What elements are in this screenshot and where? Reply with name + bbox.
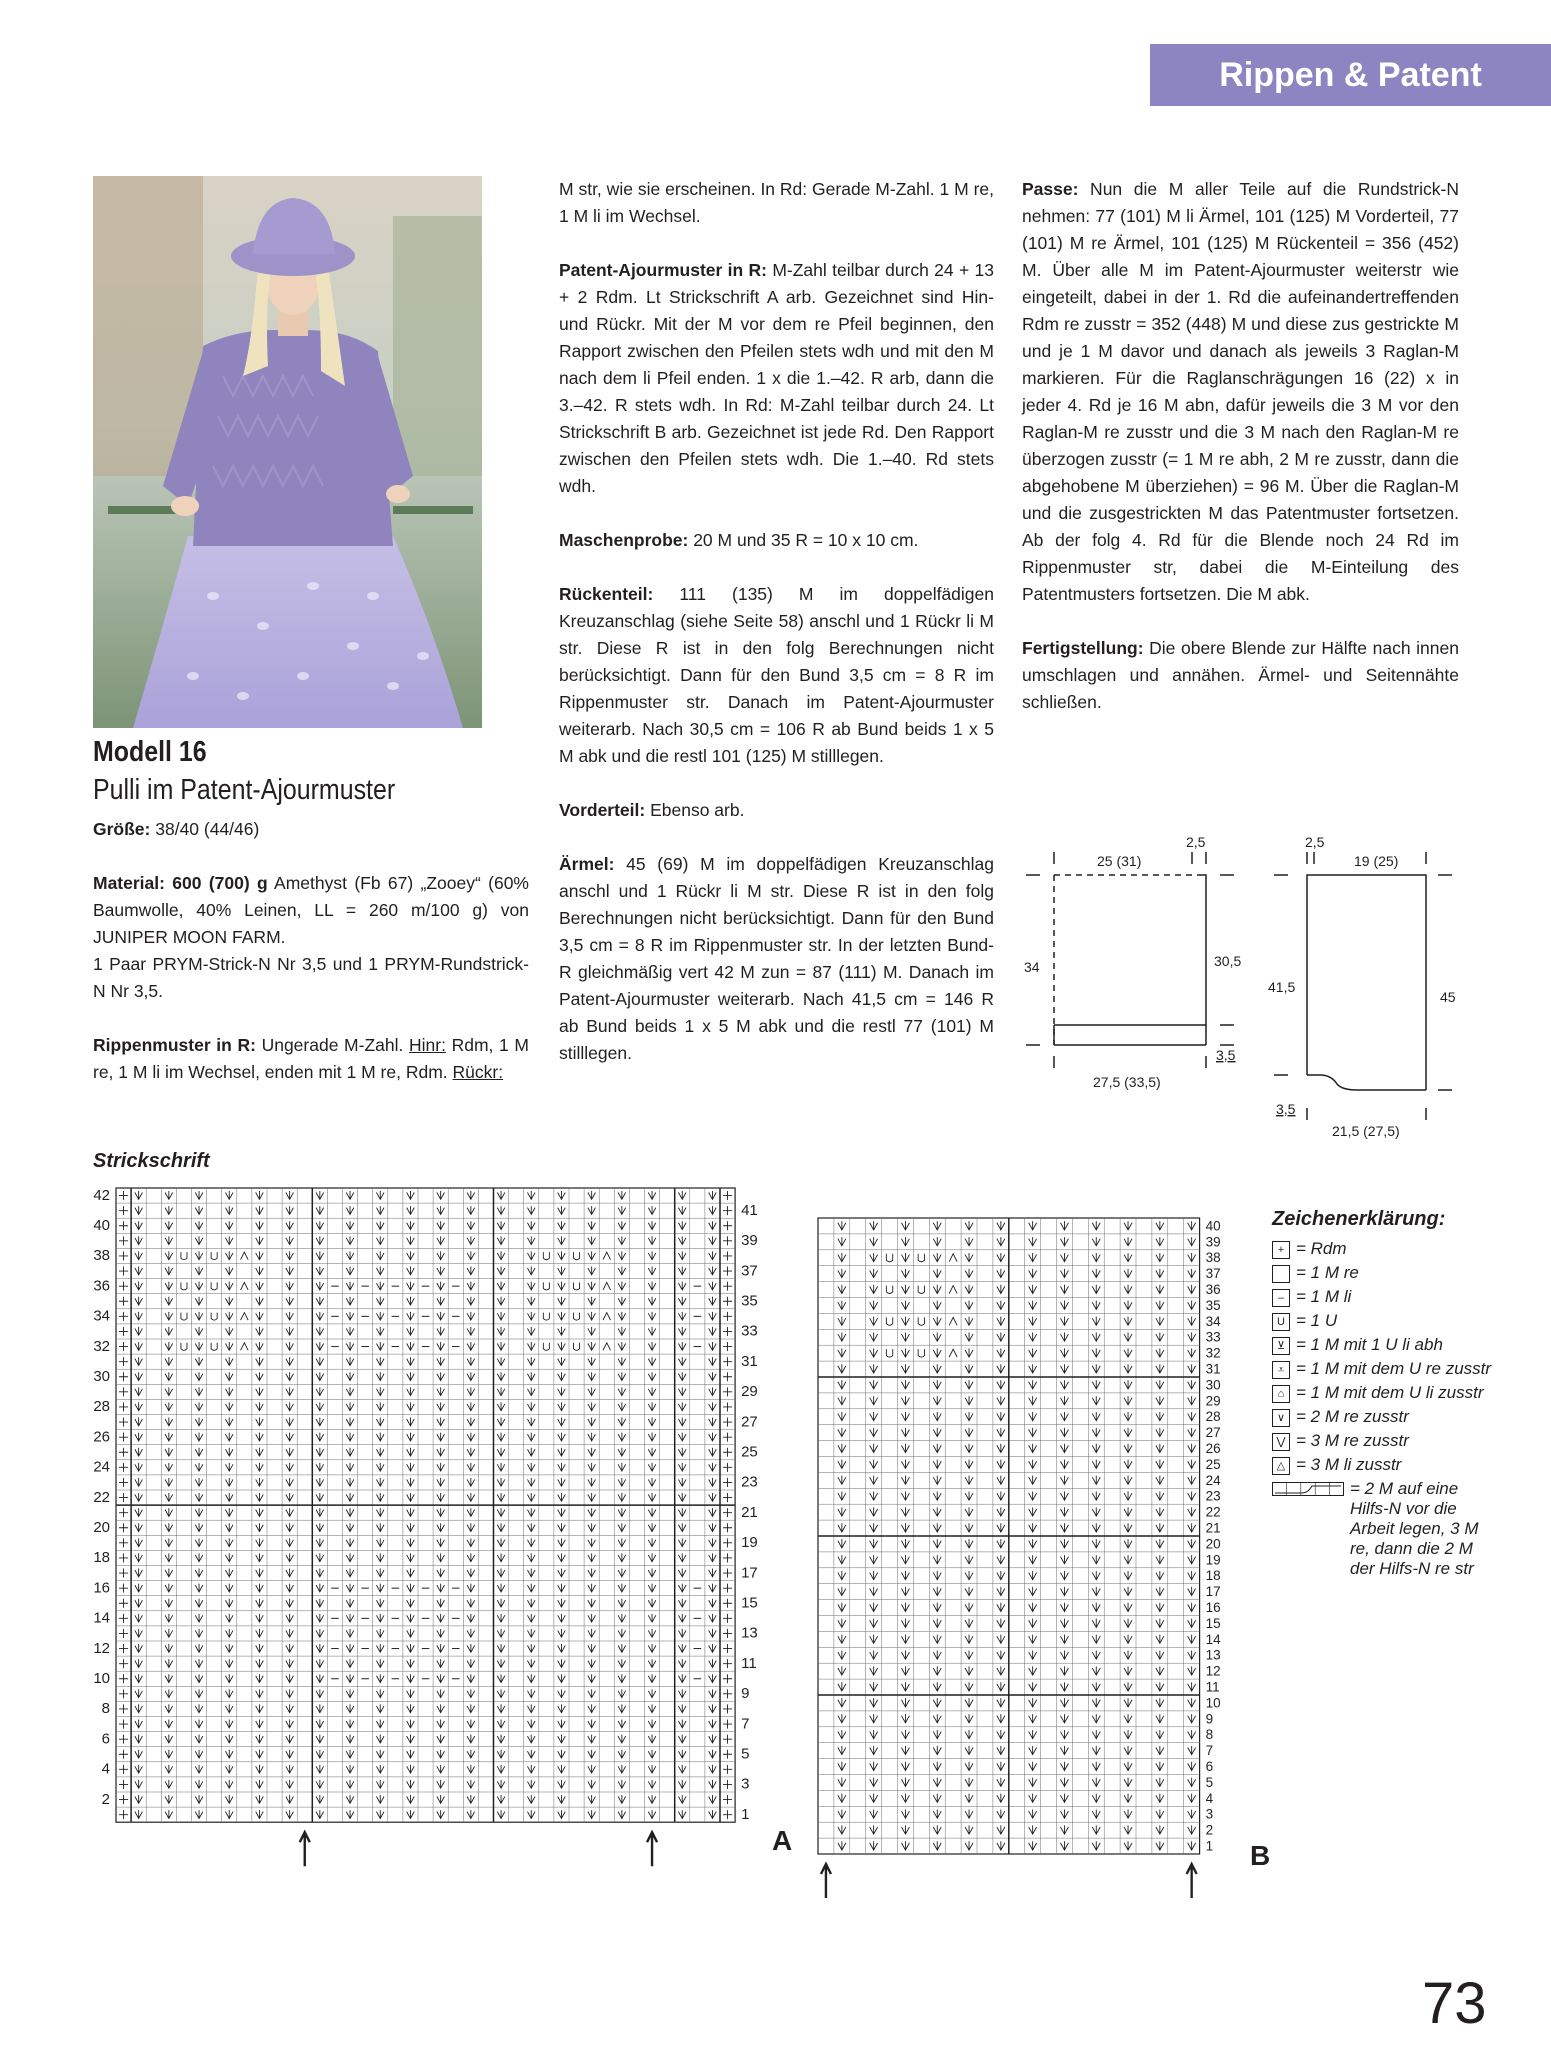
- row-number-right: 22: [1205, 1504, 1221, 1520]
- rippen-label: Rippenmuster in R:: [93, 1035, 256, 1055]
- row-number-right: 27: [1205, 1425, 1221, 1441]
- legend-item: [1272, 1383, 1492, 1403]
- aermel-label: Ärmel:: [559, 854, 615, 874]
- patent-label: Patent-Ajourmuster in R:: [559, 260, 768, 280]
- row-number-left: 20: [93, 1518, 110, 1536]
- purl-3-together-icon: △: [1272, 1457, 1290, 1475]
- vorderteil-value: Ebenso arb.: [645, 800, 745, 820]
- sleeve-bottom-width: 21,5 (27,5): [1332, 1123, 1400, 1139]
- vorderteil-paragraph: [559, 797, 994, 824]
- row-number-left: 10: [93, 1669, 110, 1687]
- legend-item: [1272, 1311, 1492, 1331]
- yarn-over-icon: U: [1272, 1313, 1290, 1331]
- row-number-right: 7: [741, 1715, 750, 1733]
- row-number-right: 37: [741, 1262, 758, 1280]
- legend-item-text: = Rdm: [1296, 1239, 1347, 1258]
- chart-grid: [818, 1218, 1200, 1854]
- body-shoulder: 2,5: [1186, 834, 1206, 850]
- sleeve-rib: 3,5: [1276, 1101, 1296, 1117]
- row-number-right: 21: [741, 1503, 758, 1521]
- row-number-right: 25: [1205, 1456, 1221, 1472]
- row-number-right: 14: [1205, 1631, 1221, 1647]
- maschenprobe-paragraph: [559, 527, 994, 554]
- legend-item-text: = 1 M mit dem U re zusstr: [1296, 1359, 1492, 1378]
- legend-item-text: = 1 M mit dem U li zusstr: [1296, 1383, 1484, 1402]
- chart-letter: B: [1250, 1840, 1271, 1871]
- row-number-left: 34: [93, 1307, 110, 1325]
- row-number-right: 11: [741, 1654, 757, 1672]
- row-number-right: 23: [741, 1473, 758, 1491]
- edge-stitch-icon: +: [1272, 1241, 1290, 1259]
- repeat-arrow-icon: [300, 1832, 310, 1866]
- passe-value: Nun die M aller Teile auf die Rundstrick-N nehmen: 77 (101) M li Ärmel, 101 (125) M Vorderteil, 77 (101) M re Ärmel, 101 (125) M Rückenteil = 356 (452) M. Über alle M im Patent-Ajourmuster weiterstr wie eingeteilt, dabei in der 1. Rd die aufeinandertreffenden Rdm re zusstr = 352 (448) M und diese zus gestrickte M und je 1 M davor und danach als jeweils 3 Raglan-M markieren. Für die Raglanschrägungen 16 (22) x in jeder 4. Rd je 16 M abn, dafür jeweils die 3 M vor den Raglan-M re zusstr und die 3 M nach den Raglan-M re überzogen zusstr (= 1 M re abh, 2 M re zusstr, dann die abgehobene M überziehen) = 96 M. Über die Raglan-M und die zusgestrickten M das Patentmuster fortsetzen. Ab der folg 4. Rd für die Blende noch 24 Rd im Rippenmuster str, dabei die M-Einteilung des Patentmusters fortsetzen. Die M abk.: [1022, 179, 1459, 604]
- row-number-right: 3: [1205, 1806, 1214, 1822]
- sleeve-height-total: 45: [1440, 989, 1456, 1005]
- legend-item: [1272, 1407, 1492, 1427]
- maschenprobe-value: 20 M und 35 R = 10 x 10 cm.: [688, 530, 919, 550]
- row-number-right: 1: [1205, 1838, 1214, 1854]
- row-number-right: 20: [1205, 1536, 1221, 1552]
- row-number-left: 6: [101, 1730, 110, 1748]
- instructions-column-3: [1022, 176, 1459, 743]
- fertigstellung-label: Fertigstellung:: [1022, 638, 1144, 658]
- row-number-right: 26: [1205, 1441, 1221, 1457]
- passe-paragraph: [1022, 176, 1459, 608]
- row-number-right: 33: [741, 1322, 758, 1340]
- row-number-left: 30: [93, 1367, 110, 1385]
- row-number-left: 38: [93, 1247, 110, 1265]
- row-number-right: 9: [1205, 1711, 1214, 1727]
- row-number-right: 5: [741, 1745, 750, 1763]
- model-title: Modell 16: [93, 736, 207, 768]
- row-number-right: 28: [1205, 1409, 1221, 1425]
- sleeve-height-side: 41,5: [1268, 979, 1296, 995]
- row-number-left: 26: [93, 1428, 110, 1446]
- repeat-arrows: [821, 1864, 1197, 1898]
- row-number-right: 38: [1205, 1250, 1221, 1266]
- rippen-paragraph: [93, 1032, 529, 1086]
- vorderteil-label: Vorderteil:: [559, 800, 646, 820]
- legend-item: [1272, 1239, 1492, 1259]
- body-top-width: 25 (31): [1097, 853, 1142, 869]
- row-number-right: 33: [1205, 1329, 1221, 1345]
- knit-2-together-icon: ∨: [1272, 1409, 1290, 1427]
- row-number-left: 12: [93, 1639, 110, 1657]
- section-title: Rippen & Patent: [1219, 56, 1482, 94]
- fertigstellung-value: Die obere Blende zur Hälfte nach innen umschlagen und annähen. Ärmel- und Seitennähte schließen.: [1022, 638, 1459, 712]
- row-number-right: 35: [1205, 1297, 1221, 1313]
- row-number-left: 18: [93, 1549, 110, 1567]
- row-number-left: 2: [101, 1790, 110, 1808]
- hinr-label: Hinr:: [409, 1035, 446, 1055]
- needles-paragraph: 1 Paar PRYM-Strick-N Nr 3,5 und 1 PRYM-Rundstrick-N Nr 3,5.: [93, 954, 529, 1001]
- legend-item: [1272, 1455, 1492, 1475]
- material-paragraph: [93, 870, 529, 951]
- cable-icon: [1272, 1482, 1344, 1496]
- row-numbers: [1206, 1218, 1222, 1853]
- row-number-right: 5: [1205, 1774, 1214, 1790]
- rueckenteil-value: 111 (135) M im doppelfädigen Kreuzanschlag (siehe Seite 58) anschl und 1 Rückr li M str. Diese R ist in den folg Berechnungen nicht berücksichtigt. Dann für den Bund 3,5 cm = 8 R im Rippenmuster str. Danach im Patent-Ajourmuster weiterarb. Nach 30,5 cm = 106 R ab Bund beids 1 x 5 M abk und die restl 101 (125) M stilllegen.: [559, 584, 994, 766]
- repeat-arrow-icon: [821, 1864, 831, 1898]
- row-number-right: 13: [1205, 1647, 1221, 1663]
- legend-title: Zeichenerklärung:: [1272, 1208, 1446, 1230]
- row-number-right: 24: [1205, 1472, 1221, 1488]
- row-number-left: 32: [93, 1337, 110, 1355]
- row-number-right: 39: [741, 1232, 758, 1250]
- row-number-right: 18: [1205, 1568, 1221, 1584]
- material-label: Material: 600 (700) g: [93, 873, 268, 893]
- row-number-left: 16: [93, 1579, 110, 1597]
- knit-together-with-yarnover-icon: ⩡: [1272, 1361, 1290, 1379]
- rueckenteil-label: Rückenteil:: [559, 584, 654, 604]
- passe-label: Passe:: [1022, 179, 1079, 199]
- row-number-right: 35: [741, 1292, 758, 1310]
- repeat-arrows: [300, 1832, 657, 1866]
- model-photo: [93, 176, 482, 728]
- rueckenteil-paragraph: [559, 581, 994, 770]
- legend-item-text: = 3 M re zusstr: [1296, 1431, 1409, 1450]
- size-label: Größe:: [93, 819, 151, 839]
- row-number-right: 31: [1205, 1361, 1221, 1377]
- row-number-right: 16: [1205, 1600, 1221, 1616]
- legend-item: [1272, 1335, 1492, 1355]
- row-number-right: 32: [1205, 1345, 1221, 1361]
- row-number-right: 15: [1205, 1615, 1221, 1631]
- body-height-total: 34: [1024, 959, 1040, 975]
- chart-grid: [116, 1188, 735, 1822]
- material-value: Amethyst (Fb 67) „Zooey“ (60% Baumwolle, 40% Leinen, LL = 260 m/100 g) von JUNIPER MOON FARM.: [93, 873, 529, 947]
- section-banner: [1150, 44, 1551, 106]
- aermel-value: 45 (69) M im doppelfädigen Kreuzanschlag anschl und 1 Rückr li M str. Diese R ist in den folg Berechnungen nicht berücksichtigt. Dann für den Bund 3,5 cm = 8 R im Rippenmuster str. In der letzten Bund-R gleichmäßig vert 42 M zun = 87 (111) M. Danach im Patent-Ajourmuster weiterarb. Nach 41,5 cm = 146 R ab Bund beids 1 x 5 M abk und die restl 77 (101) M stilllegen.: [559, 854, 994, 1063]
- legend-item-text: = 1 M mit 1 U li abh: [1296, 1335, 1443, 1354]
- row-number-right: 17: [741, 1564, 758, 1582]
- patent-paragraph: [559, 257, 994, 500]
- row-number-right: 15: [741, 1594, 758, 1612]
- row-number-right: 34: [1205, 1313, 1221, 1329]
- legend-items: [1272, 1239, 1492, 1579]
- row-number-left: 28: [93, 1398, 110, 1416]
- legend-item-text: = 1 U: [1296, 1311, 1338, 1330]
- legend-item: [1272, 1431, 1492, 1451]
- slip-with-yarnover-icon: ⊻: [1272, 1337, 1290, 1355]
- legend-item-text: = 1 M li: [1296, 1287, 1352, 1306]
- sleeve-shoulder: 2,5: [1305, 834, 1325, 850]
- legend-item: [1272, 1287, 1492, 1307]
- knit-stitch-icon: [1272, 1265, 1290, 1283]
- repeat-arrow-icon: [1187, 1864, 1197, 1898]
- row-number-right: 8: [1205, 1727, 1214, 1743]
- row-number-right: 23: [1205, 1488, 1221, 1504]
- row-number-right: 17: [1205, 1584, 1221, 1600]
- row-number-right: 19: [1205, 1552, 1221, 1568]
- body-bottom-width: 27,5 (33,5): [1093, 1074, 1161, 1090]
- rippen-text-b: Rdm, 1 M re, 1 M li im Wechsel, enden mit 1 M re, Rdm.: [93, 1035, 529, 1082]
- legend-item-text: = 2 M re zusstr: [1296, 1407, 1409, 1426]
- size-paragraph: [93, 816, 529, 843]
- sleeve-top-width: 19 (25): [1354, 853, 1399, 869]
- row-number-right: 7: [1205, 1743, 1214, 1759]
- row-number-right: 27: [741, 1413, 758, 1431]
- body-schematic: [1020, 830, 1270, 1103]
- row-number-left: 42: [93, 1186, 110, 1204]
- chart-letter: A: [772, 1825, 793, 1856]
- row-number-right: 39: [1205, 1234, 1221, 1250]
- row-number-left: 36: [93, 1277, 110, 1295]
- row-number-left: 4: [101, 1760, 110, 1778]
- row-number-right: 41: [741, 1201, 758, 1219]
- row-number-right: 3: [741, 1775, 750, 1793]
- row-number-right: 12: [1205, 1663, 1221, 1679]
- rippen-continuation: M str, wie sie erscheinen. In Rd: Gerade M-Zahl. 1 M re, 1 M li im Wechsel.: [559, 179, 994, 226]
- chart-section-title: Strickschrift: [93, 1150, 210, 1172]
- row-number-right: 31: [741, 1352, 758, 1370]
- sleeve-schematic: [1262, 830, 1482, 1153]
- legend-item-text: = 3 M li zusstr: [1296, 1455, 1402, 1474]
- row-number-right: 21: [1205, 1520, 1221, 1536]
- row-number-left: 22: [93, 1488, 110, 1506]
- row-number-right: 10: [1205, 1695, 1221, 1711]
- chart-b: [800, 1210, 1270, 1905]
- page-number: 73: [1422, 1971, 1487, 2036]
- chart-a: [84, 1180, 793, 1905]
- maschenprobe-label: Maschenprobe:: [559, 530, 689, 550]
- row-number-right: 19: [741, 1534, 758, 1552]
- body-rib: 3,5: [1216, 1047, 1236, 1063]
- row-number-right: 11: [1205, 1679, 1220, 1695]
- row-number-right: 30: [1205, 1377, 1221, 1393]
- purl-together-with-yarnover-icon: ⌂: [1272, 1385, 1290, 1403]
- purl-stitch-icon: –: [1272, 1289, 1290, 1307]
- instructions-column-1: [93, 816, 529, 1113]
- legend: [1272, 1208, 1492, 1583]
- fertigstellung-paragraph: [1022, 635, 1459, 716]
- row-number-right: 9: [741, 1685, 750, 1703]
- row-number-left: 8: [101, 1700, 110, 1718]
- row-number-right: 29: [1205, 1393, 1221, 1409]
- row-number-right: 2: [1205, 1822, 1214, 1838]
- row-number-left: 40: [93, 1216, 110, 1234]
- knit-3-together-icon: ⋁: [1272, 1433, 1290, 1451]
- row-number-right: 4: [1205, 1790, 1214, 1806]
- size-value: 38/40 (44/46): [150, 819, 260, 839]
- body-height-side: 30,5: [1214, 953, 1242, 969]
- row-number-left: 14: [93, 1609, 110, 1627]
- legend-item-text: = 1 M re: [1296, 1263, 1359, 1282]
- repeat-arrow-icon: [647, 1832, 657, 1866]
- row-number-right: 6: [1205, 1759, 1214, 1775]
- legend-item-text: = 2 M auf eine Hilfs-N vor die Arbeit legen, 3 M re, dann die 2 M der Hilfs-N re str: [1350, 1479, 1479, 1578]
- rueckr-label: Rückr:: [452, 1062, 504, 1082]
- row-number-left: 24: [93, 1458, 110, 1476]
- legend-item: [1272, 1263, 1492, 1283]
- model-subtitle: Pulli im Patent-Ajourmuster: [93, 774, 396, 806]
- legend-item: [1272, 1479, 1492, 1579]
- legend-item: [1272, 1359, 1492, 1379]
- row-number-right: 25: [741, 1443, 758, 1461]
- row-number-right: 13: [741, 1624, 758, 1642]
- row-number-right: 36: [1205, 1282, 1221, 1298]
- patent-value: M-Zahl teilbar durch 24 + 13 + 2 Rdm. Lt Strickschrift A arb. Gezeichnet sind Hin- und Rückr. Mit der M vor dem re Pfeil beginnen, den Rapport zwischen den Pfeilen stets wdh und mit den M nach dem li Pfeil enden. 1 x die 1.–42. R arb, dann die 3.–42. R stets wdh. In Rd: M-Zahl teilbar durch 24. Lt Strickschrift B arb. Gezeichnet ist jede Rd. Den Rapport zwischen den Pfeilen stets wdh. Die 1.–40. Rd stets wdh.: [559, 260, 994, 496]
- row-number-right: 37: [1205, 1266, 1221, 1282]
- row-number-right: 40: [1205, 1218, 1221, 1234]
- row-number-right: 1: [741, 1805, 750, 1823]
- aermel-paragraph: [559, 851, 994, 1067]
- instructions-column-2: [559, 176, 994, 1094]
- row-number-right: 29: [741, 1383, 758, 1401]
- rippen-text-a: Ungerade M-Zahl.: [255, 1035, 410, 1055]
